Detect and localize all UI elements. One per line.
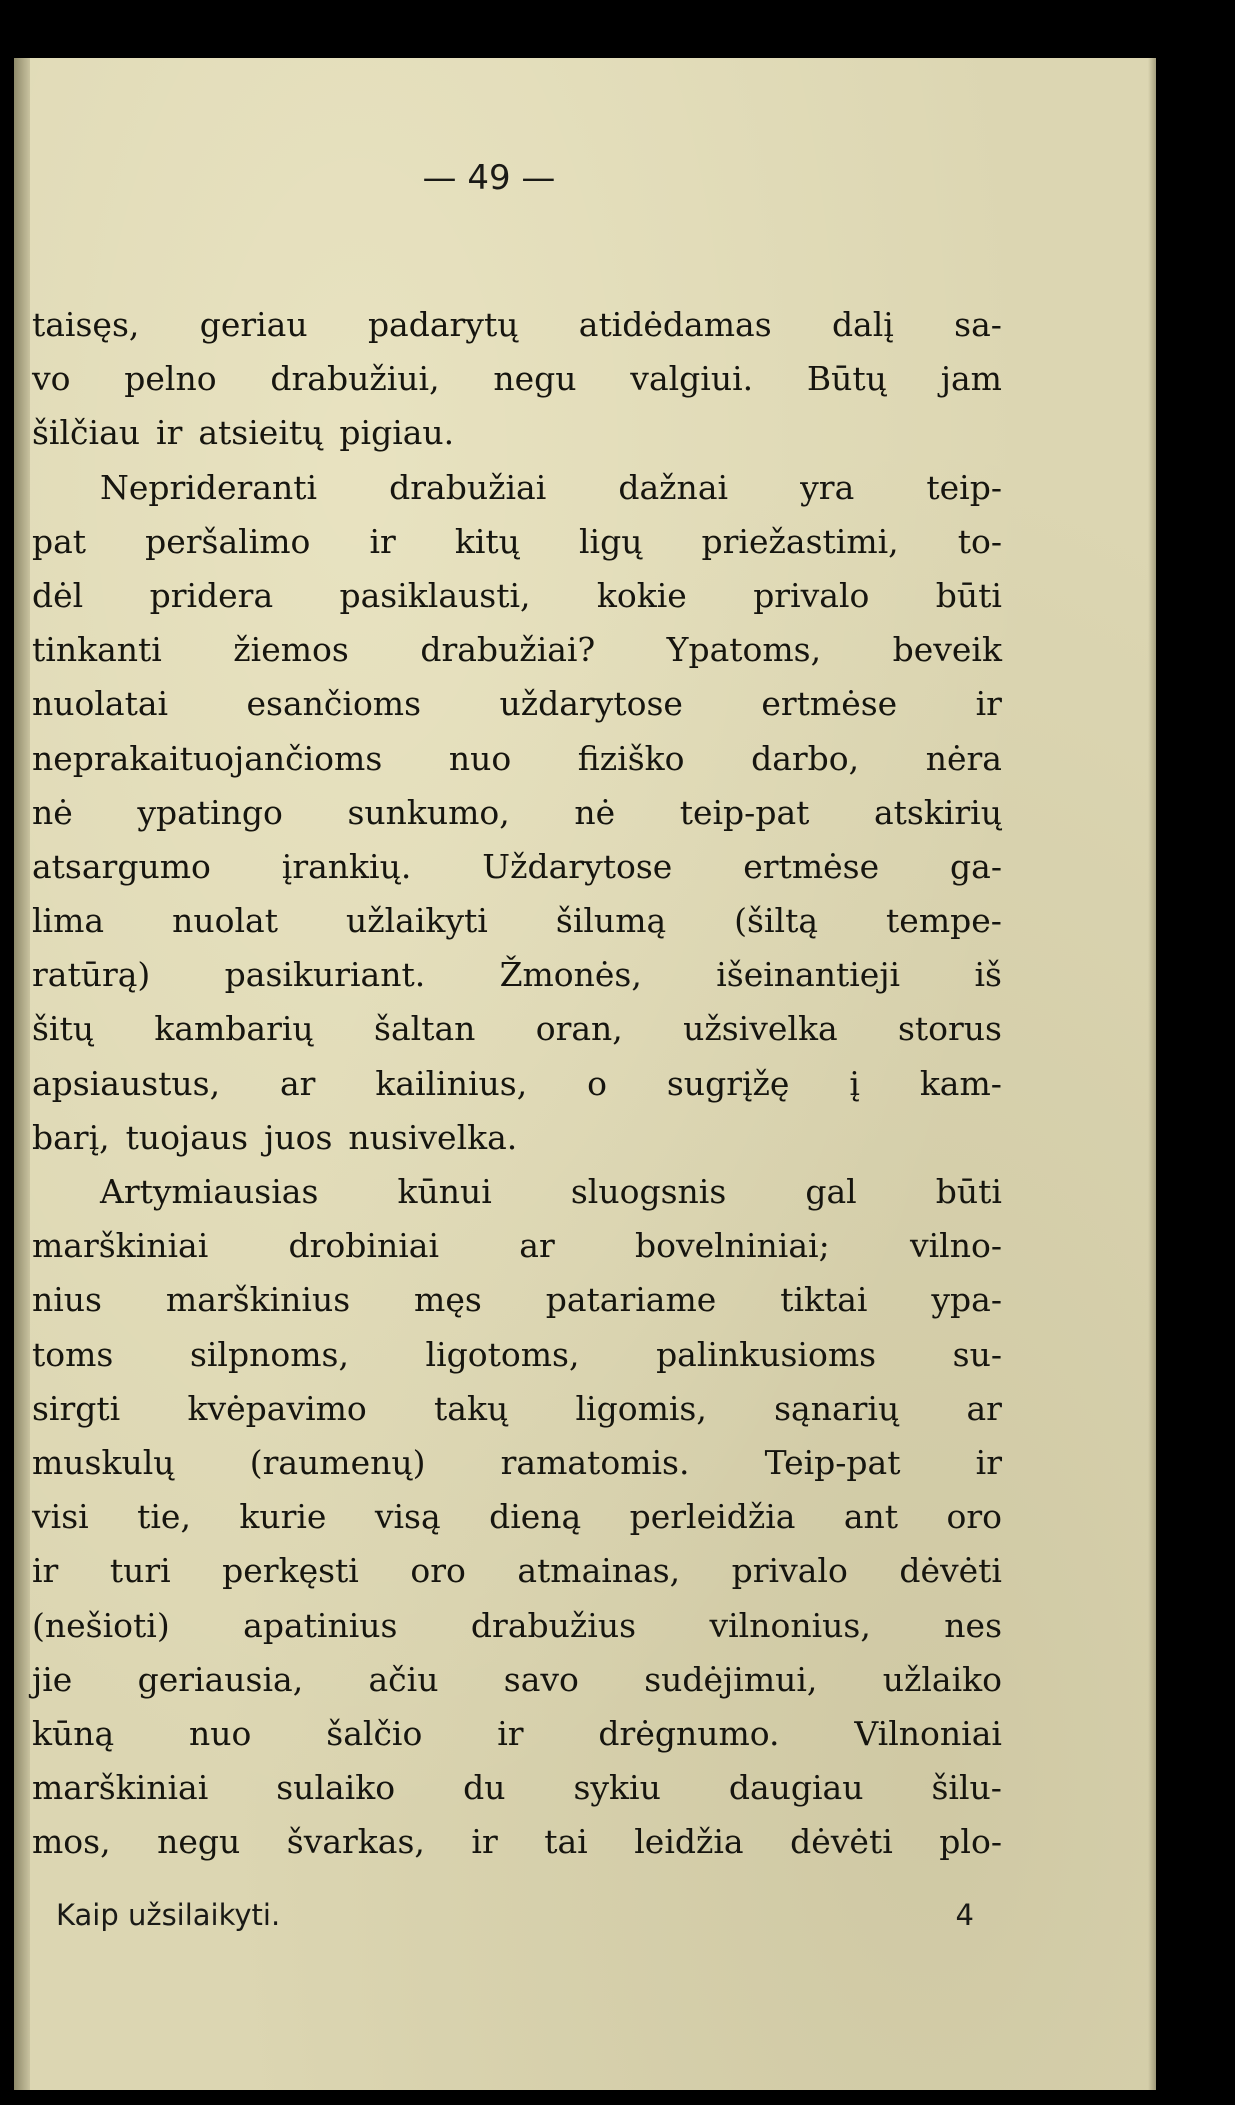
text-line: nuolatai esančioms uždarytose ertmėse ir: [32, 684, 1002, 724]
book-page: [14, 58, 1156, 2090]
text-line: tinkanti žiemos drabužiai? Ypatoms, beveik: [32, 630, 1002, 670]
text-line: dėl pridera pasiklausti, kokie privalo būti: [32, 575, 1002, 615]
text-line: visi tie, kurie visą dieną perleidžia ant oro: [32, 1497, 1002, 1537]
text-line: ratūrą) pasikuriant. Žmonės, išeinantieji iš: [32, 955, 1002, 995]
footer-book-title: Kaip užsilaikyti.: [56, 1898, 281, 1932]
text-line: mos, negu švarkas, ir tai leidžia dėvėti plo-: [32, 1822, 1002, 1862]
text-line: neprakaituojančioms nuo fiziško darbo, nėra: [32, 738, 1002, 778]
text-line: barį, tuojaus juos nusivelka.: [32, 1117, 518, 1157]
text-line: šilčiau ir atsieitų pigiau.: [32, 413, 455, 453]
text-line: sirgti kvėpavimo takų ligomis, sąnarių ar: [32, 1388, 1002, 1428]
page-number: — 49 —: [422, 158, 556, 198]
text-line: toms silpnoms, ligotoms, palinkusioms su-: [32, 1334, 1002, 1374]
text-line: apsiaustus, ar kailinius, o sugrįžę į kam-: [32, 1063, 1002, 1103]
text-line: šitų kambarių šaltan oran, užsivelka storus: [32, 1009, 1002, 1049]
text-line: Neprideranti drabužiai dažnai yra teip-: [100, 467, 1002, 507]
text-line: nius marškinius męs patariame tiktai ypa-: [32, 1280, 1002, 1320]
text-line: vo pelno drabužiui, negu valgiui. Būtų jam: [32, 359, 1002, 399]
body-text: [32, 298, 1002, 1869]
page-binding-edge: [14, 58, 30, 2090]
text-line: ir turi perkęsti oro atmainas, privalo dėvėti: [32, 1551, 1002, 1591]
text-line: Artymiausias kūnui sluogsnis gal būti: [100, 1172, 1002, 1211]
page-edge-shadow: [1148, 58, 1156, 2090]
text-line: nė ypatingo sunkumo, nė teip-pat atskirių: [32, 792, 1002, 832]
footer-signature-mark: 4: [955, 1898, 974, 1932]
text-line: kūną nuo šalčio ir drėgnumo. Vilnoniai: [32, 1713, 1002, 1753]
text-line: atsargumo įrankių. Uždarytose ertmėse ga-: [32, 846, 1002, 886]
text-line: pat peršalimo ir kitų ligų priežastimi, to-: [32, 521, 1002, 561]
text-line: jie geriausia, ačiu savo sudėjimui, užlaiko: [32, 1659, 1002, 1699]
text-line: taisęs, geriau padarytų atidėdamas dalį sa-: [32, 305, 1002, 344]
text-line: marškiniai drobiniai ar bovelniniai; vilno-: [32, 1226, 1002, 1266]
page-footer: [56, 1898, 974, 1938]
text-line: muskulų (raumenų) ramatomis. Teip-pat ir: [32, 1442, 1002, 1482]
text-line: marškiniai sulaiko du sykiu daugiau šilu-: [32, 1768, 1002, 1808]
text-line: (nešioti) apatinius drabužius vilnonius, nes: [32, 1605, 1002, 1645]
text-line: lima nuolat užlaikyti šilumą (šiltą tempe-: [32, 901, 1002, 941]
